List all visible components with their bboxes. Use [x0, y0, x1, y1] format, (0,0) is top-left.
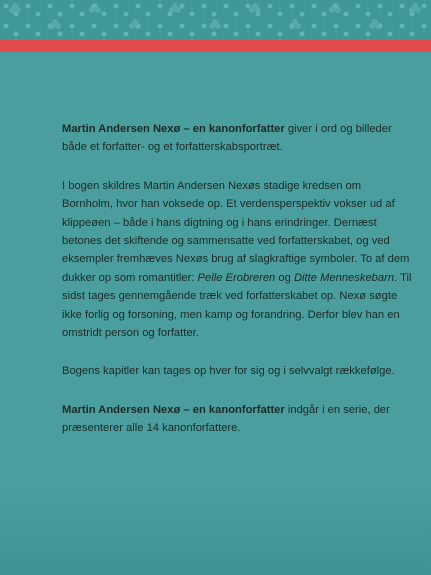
body-conjunction: og [275, 271, 294, 284]
series-title-bold: Martin Andersen Nexø – en kanonforfatter [62, 403, 285, 416]
chapters-paragraph: Bogens kapitler kan tages op hver for sig og i selvvalgt rækkefølge. [62, 365, 395, 378]
back-cover-text [62, 120, 412, 438]
clover-pattern-icon [0, 0, 431, 40]
intro-text: giver i ord og billeder både et forfatter- og et forfatterskabsportræt. [62, 123, 392, 154]
series-paragraph [62, 401, 412, 438]
book-title-bold: Martin Andersen Nexø – en kanonforfatter [62, 123, 285, 135]
series-text: indgår i en serie, der præsenterer alle 14 kanonforfattere. [62, 403, 390, 435]
body-text-part1: I bogen skildres Martin Andersen Nexøs stadige kredsen om Bornholm, hvor han voksede op. Et verdensperspektiv vokser ud af klippeøen – både i hans digtning og i hans erindringer. Dernæst betones det skiftende og sammensatte ved forfatterskabet, og ved eksempler fremhæves Nexøs brug af slagkraftige symboler. To af dem dukker op som romantitler: [62, 179, 410, 284]
decorative-pattern-band [0, 0, 431, 40]
body-paragraph [62, 177, 412, 343]
red-stripe [0, 40, 431, 52]
bottom-shade [0, 485, 431, 575]
intro-paragraph [62, 120, 412, 157]
novel-title-pelle: Pelle Erobreren [197, 271, 276, 284]
body-text-part2: . Til sidst tages gennemgående træk ved forfatterskabet op. Nexø søgte ikke forlig og forsoning, men kamp og forandring. Derfor blev han en omstridt person og forfatter. [62, 271, 412, 340]
novel-title-ditte: Ditte Menneskebarn [293, 271, 395, 284]
